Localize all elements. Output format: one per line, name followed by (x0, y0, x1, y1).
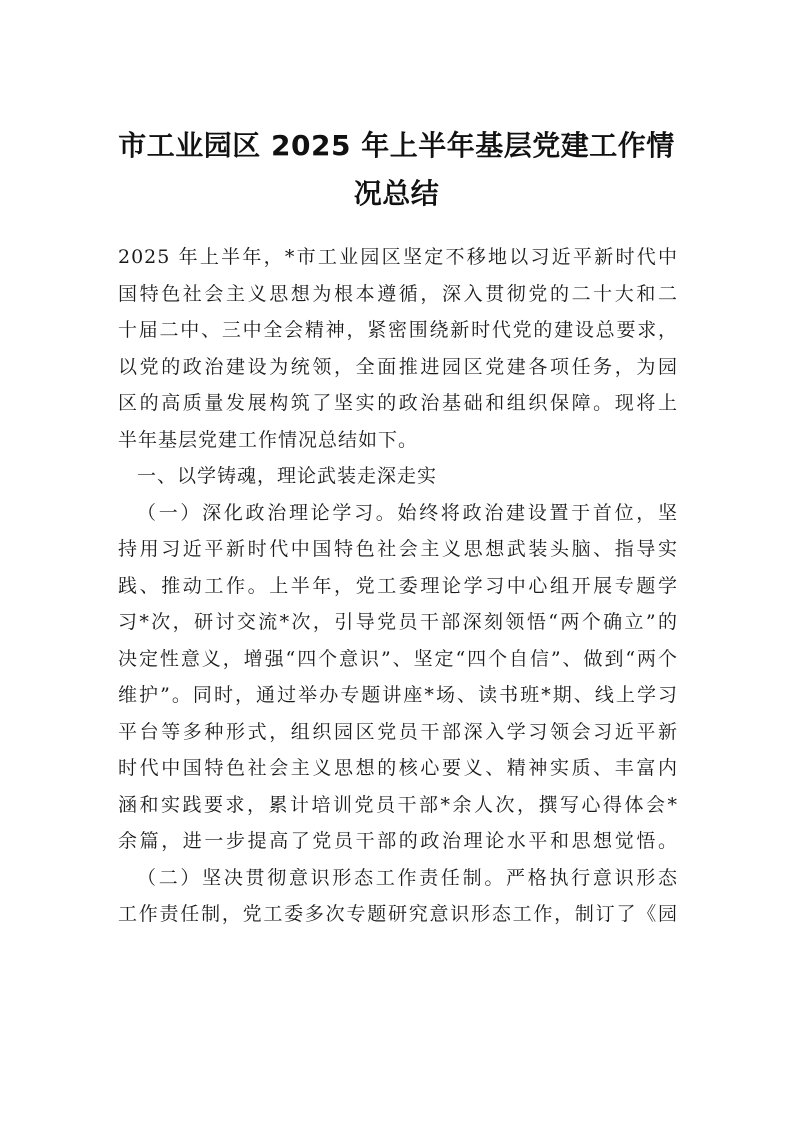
paragraph-line: 以党的政治建设为统领，全面推进园区党建各项任务，为园 (118, 355, 678, 378)
paragraph-line: 工作责任制，党工委多次专题研究意识形态工作，制订了《园 (118, 903, 678, 925)
paragraph-line: 2025 年上半年，*市工业园区坚定不移地以习近平新时代中 (118, 246, 678, 268)
paragraph-line: 余篇，进一步提高了党员干部的政治理论水平和思想觉悟。 (118, 830, 678, 852)
paragraph-line: 区的高质量发展构筑了坚实的政治基础和组织保障。现将上 (118, 392, 678, 414)
paragraph-line: 时代中国特色社会主义思想的核心要义、精神实质、丰富内 (118, 757, 678, 779)
paragraph-line: 践、推动工作。上半年，党工委理论学习中心组开展专题学 (118, 574, 678, 597)
paragraph-line: 十届二中、三中全会精神，紧密围绕新时代党的建设总要求， (118, 319, 678, 341)
document-title-line-2: 况总结 (353, 177, 440, 210)
paragraph-line: 习*次，研讨交流*次，引导党员干部深刻领悟“两个确立”的 (118, 611, 678, 633)
document-body (118, 239, 678, 933)
paragraph-line: 持用习近平新时代中国特色社会主义思想武装头脑、指导实 (118, 538, 678, 560)
paragraph-line: 决定性意义，增强“四个意识”、坚定“四个自信”、做到“两个 (118, 647, 678, 670)
paragraph-line: 半年基层党建工作情况总结如下。 (118, 428, 419, 451)
paragraph-line: 维护”。同时，通过举办专题讲座*场、读书班*期、线上学习 (118, 684, 678, 706)
document-title-line-1: 市工业园区 2025 年上半年基层党建工作情 (118, 129, 675, 162)
paragraph-line: 平台等多种形式，组织园区党员干部深入学习领会习近平新 (118, 720, 678, 743)
section-heading: 一、以学铸魂，理论武装走深走实 (137, 465, 438, 487)
paragraph-line: 国特色社会主义思想为根本遵循，深入贯彻党的二十大和二 (118, 282, 678, 305)
paragraph-line: （一）深化政治理论学习。始终将政治建设置于首位，坚 (137, 501, 678, 524)
paragraph-line: （二）坚决贯彻意识形态工作责任制。严格执行意识形态 (137, 866, 678, 889)
paragraph-line: 涵和实践要求，累计培训党员干部*余人次，撰写心得体会* (118, 793, 678, 816)
